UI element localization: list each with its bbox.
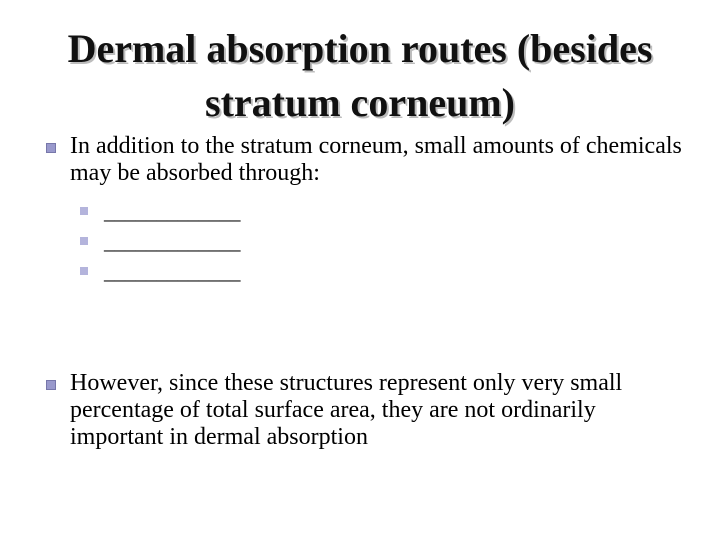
- slide-title: [0, 22, 720, 130]
- title-line-1: Dermal absorption routes (besides: [67, 26, 653, 71]
- title-line-2: stratum corneum): [205, 80, 515, 125]
- square-bullet-icon: [80, 267, 88, 275]
- bullet-item-2: [46, 370, 686, 451]
- bullet-item-1: [46, 133, 686, 187]
- bullet-text-2: However, since these structures represent only very small percentage of total surface area, they are not ordinarily important in dermal absorption: [70, 370, 623, 450]
- blank-line-1: _____________: [104, 200, 241, 224]
- square-bullet-icon: [46, 380, 56, 390]
- sub-bullet-item-3: [80, 260, 380, 290]
- sub-bullet-list: [80, 200, 380, 290]
- sub-bullet-item-2: [80, 230, 380, 260]
- bullet-text-1: In addition to the stratum corneum, small amounts of chemicals may be absorbed through:: [70, 133, 682, 186]
- square-bullet-icon: [80, 237, 88, 245]
- blank-line-2: _____________: [104, 230, 241, 254]
- blank-line-3: _____________: [104, 260, 241, 284]
- square-bullet-icon: [80, 207, 88, 215]
- sub-bullet-item-1: [80, 200, 380, 230]
- square-bullet-icon: [46, 143, 56, 153]
